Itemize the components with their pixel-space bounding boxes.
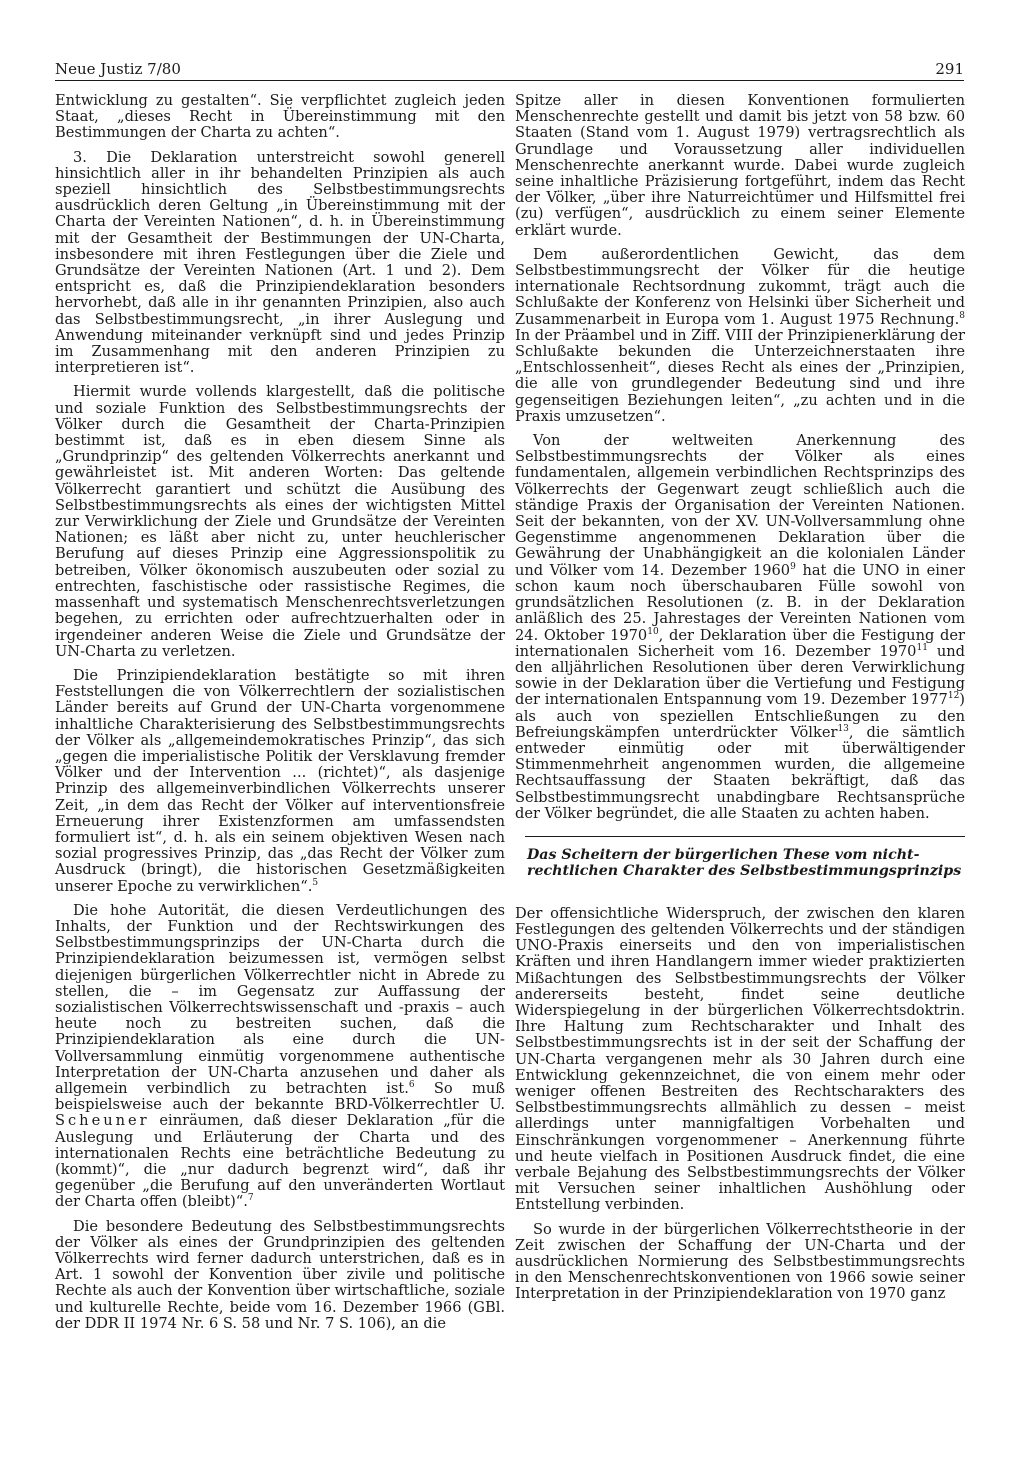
- section-divider: [525, 836, 965, 837]
- paragraph: [515, 433, 965, 822]
- paragraph-text: hat die UNO in einer schon kaum noch überschaubaren Fülle sowohl von grundsätzlichen Resolutionen (z. B. in der Deklaration anläßlich des 25. Jahrestages der Vereinten Nationen vom 24. Oktober 1970: [515, 561, 965, 644]
- paragraph: [55, 668, 505, 895]
- paragraph: [515, 247, 965, 425]
- paragraph: Entwicklung zu gestalten“. Sie verpflichtet zugleich jeden Staat, „dieses Recht in Übereinstimmung mit den Bestimmungen der Charta zu achten“.: [55, 92, 505, 142]
- paragraph-text: , der Deklaration über die Festigung der internationalen Sicherheit vom 16. Dezember 1970: [515, 626, 965, 660]
- footnote-ref: 13: [837, 723, 849, 734]
- paragraph-text: Dem außerordentlichen Gewicht, das dem Selbstbestimmungsrecht der Völker für die heutige internationale Rechtsordnung zukommt, trägt auch die Schlußakte der Konferenz von Helsinki über Sicherheit und Zusammenarbeit in Europa vom 1. August 1975 Rechnung.: [515, 245, 965, 328]
- paragraph-text: In der Präambel und in Ziff. VIII der Prinzipienerklärung der Schlußakte bekunden die Unterzeichnerstaaten ihre „Entschlossenheit“, dieses Recht als eines der „Prinzipien, die alle von grundlegender Bedeutung sind und ihre gegenseitigen Beziehungen leiten“, „zu achten und in die Praxis umzusetzen“.: [515, 326, 965, 425]
- right-column: [515, 93, 965, 1311]
- paragraph-text: So muß beispielsweise auch der bekannte BRD-Völkerrechtler U.: [55, 1079, 505, 1114]
- footnote-ref: 8: [959, 310, 965, 321]
- paragraph-text: Von der weltweiten Anerkennung des Selbstbestimmungsrechts der Völker als eines fundamentalen, allgemein verbindlichen Rechtsprinzips des Völkerrechts der Gegenwart zeugt schließlich auch die ständige Praxis der Organisation der Vereinten Nationen. Seit der bekannten, von der XV. UN-Vollversammlung ohne Gegenstimme angenommenen Deklaration über die Gewährung der Unabhängigkeit an die kolonialen Länder und Völker vom 14. Dezember 1960: [515, 432, 965, 579]
- paragraph: Der offensichtliche Widerspruch, der zwischen den klaren Festlegungen des geltenden Völkerrechts und der ständigen UNO-Praxis einerseits und den von imperialistischen Kräften und ihren Handlangern immer wieder praktizierten Mißachtungen des Selbstbestimmungsrechts der Völker andererseits besteht, findet seine deutliche Widerspiegelung in der bürgerlichen Völkerrechtsdoktrin. Ihre Haltung zum Rechtscharakter und Inhalt des Selbstbestimmungsrechts ist in der seit der Schaffung der UN-Charta vergangenen mehr als 30 Jahren durch eine Entwicklung gekennzeichnet, die von einem mehr oder weniger offenen Bestreiten des Rechtscharakters des Selbstbestimmungsrechts allmählich zu dessen – meist allerdings unter mannigfaltigen Vorbehalten und Einschränkungen vorgenommener – Anerkennung führte und heute vielfach in Positionen Ausdruck findet, die eine verbale Bejahung des Selbstbestimmungsrechts der Völker mit Versuchen seiner inhaltlichen Aushöhlung oder Entstellung verbinden.: [515, 904, 965, 1214]
- footnote-ref: 9: [790, 561, 796, 572]
- paragraph-text: ) als auch von speziellen Entschließungen zu den Befreiungskämpfen unterdrückter Völker: [515, 691, 965, 741]
- footnote-ref: 11: [916, 642, 928, 653]
- paragraph-text: Die Prinzipiendeklaration bestätigte so mit ihren Feststellungen die von Völkerrechtlern der sozialistischen Länder bereits auf Grund der UN-Charta vorgenommene inhaltliche Charakterisierung des Selbstbestimmungsrechts der Völker als „allgemeindemokratisches Prinzip“, das sich „gegen die imperialistische Politik der Versklavung fremder Völker und der Intervention ... (richtet)“, als dasjenige Prinzip des allgemeinverbindlichen Völkerrechts unserer Zeit, „in dem das Recht der Völker auf interventionsfreie Erneuerung ihrer Existenzformen am umfassendsten formuliert ist“, d. h. als ein seinem objektiven Wesen nach sozial progressives Prinzip, das „das Recht der Völker zum Ausdruck (bringt), die historischen Gesetzmäßigkeiten unserer Epoche zu verwirklichen“.: [55, 666, 505, 895]
- page-number: 291: [935, 60, 964, 78]
- footnote-ref: 7: [247, 1193, 254, 1204]
- section-heading: Das Scheitern der bürgerlichen These vom nicht-rechtlichen Charakter des Selbstbestimmungsprinzips: [527, 846, 962, 880]
- author-name: Scheuner: [55, 1112, 150, 1130]
- footnote-ref: 5: [312, 877, 319, 888]
- page-header: [55, 60, 964, 81]
- footnote-ref: 12: [947, 691, 960, 702]
- journal-title: Neue Justiz 7/80: [55, 60, 181, 78]
- paragraph-text: , die sämtlich entweder einmütig oder mit überwältigender Stimmenmehrheit angenommen wurden, die allgemeine Rechtsauffassung der Staaten bekräftigt, daß das Selbstbestimmungsrecht unabdingbare Rechtsansprüche der Völker begründet, die alle Staaten zu achten haben.: [515, 723, 965, 822]
- paragraph-text: Die hohe Autorität, die diesen Verdeutlichungen des Inhalts, der Funktion und der Rechtswirkungen des Selbstbestimmungsprinzips der UN-Charta durch die Prinzipiendeklaration beizumessen ist, vermögen selbst diejenigen bürgerlichen Völkerrechtler nicht in Abrede zu stellen, die – im Gegensatz zur Auffassung der sozialistischen Völkerrechtswissenschaft und -praxis – auch heute noch zu bestreiten suchen, daß die Prinzipiendeklaration als eine durch die UN-Vollversammlung einmütig vorgenommene authentische Interpretation der UN-Charta anzusehen und daher als allgemein verbindlich zu betrachten ist.: [55, 901, 505, 1097]
- paragraph: Spitze aller in diesen Konventionen formulierten Menschenrechte gestellt und damit bis jetzt von 58 bzw. 60 Staaten (Stand vom 1. August 1979) vertragsrechtlich als Grundlage und Voraussetzung aller individuellen Menschenrechte anerkannt wurde. Dabei wurde zugleich seine inhaltliche Präzisierung fortgeführt, indem das Recht der Völker, „über ihre Naturreichtümer und Hilfsmittel frei (zu) verfügen“, ausdrücklich zu einem seiner Elemente erklärt wurde.: [515, 92, 965, 239]
- paragraph: So wurde in der bürgerlichen Völkerrechtstheorie in der Zeit zwischen der Schaffung der UN-Charta und der ausdrücklichen Normierung des Selbstbestimmungsrechts in den Menschenrechtskonventionen von 1966 sowie seiner Interpretation in der Prinzipiendeklaration von 1970 ganz: [515, 1220, 965, 1303]
- paragraph-text: und den alljährlichen Resolutionen über deren Verwirklichung sowie in der Deklaration über die Vertiefung und Festigung der internationalen Entspannung vom 19. Dezember 1977: [515, 642, 966, 709]
- paragraph: Hiermit wurde vollends klargestellt, daß die politische und soziale Funktion des Selbstbestimmungsrechts der Völker durch die Gesamtheit der Charta-Prinzipien bestimmt ist, daß es in eben diesem Sinne als „Grundprinzip“ des geltenden Völkerrechts anerkannt und gewährleistet ist. Mit anderen Worten: Das geltende Völkerrecht garantiert und schützt die Ausübung des Selbstbestimmungsrechts als eines der wichtigsten Mittel zur Verwirklichung der Ziele und Grundsätze der Vereinten Nationen; es läßt aber nicht zu, unter heuchlerischer Berufung auf dieses Prinzip eine Aggressionspolitik zu betreiben, Völker ökonomisch auszubeuten oder sozial zu entrechten, faschistische oder rassistische Regimes, die massenhaft und systematisch Menschenrechtsverletzungen begehen, zu errichten oder aufrechtzuerhalten oder in irgendeiner anderen Weise die Ziele und Grundsätze der UN-Charta zu verletzen.: [55, 383, 505, 660]
- footnote-ref: 6: [408, 1080, 415, 1091]
- paragraph: 3. Die Deklaration unterstreicht sowohl generell hinsichtlich aller in ihr behandelten Prinzipien als auch speziell hinsichtlich des Selbstbestimmungsrechts ausdrücklich deren Geltung „in Übereinstimmung mit der Charta der Vereinten Nationen“, d. h. in Übereinstimmung mit der Gesamtheit der Bestimmungen der UN-Charta, insbesondere mit ihren Festlegungen über die Ziele und Grundsätze der Vereinten Nationen (Art. 1 und 2). Dem entspricht es, daß die Prinzipiendeklaration besonders hervorhebt, daß alle in ihr genannten Prinzipien, also auch das Selbstbestimmungsrecht, „in ihrer Auslegung und Anwendung miteinander verknüpft sind und jedes Prinzip im Zusammenhang mit den anderen Prinzipien zu interpretieren ist“.: [55, 148, 505, 377]
- paragraph: Die besondere Bedeutung des Selbstbestimmungsrechts der Völker als eines der Grundprinzipien des geltenden Völkerrechts wird ferner dadurch unterstrichen, daß es in Art. 1 sowohl der Konvention über zivile und politische Rechte als auch der Konvention über wirtschaftliche, soziale und kulturelle Rechte, beide vom 16. Dezember 1966 (GBl. der DDR II 1974 Nr. 6 S. 58 und Nr. 7 S. 106), an die: [55, 1217, 505, 1332]
- left-column: [55, 93, 505, 1340]
- paragraph: [55, 903, 505, 1211]
- paragraph-text: einräumen, daß dieser Deklaration „für die Auslegung und Erläuterung der Charta und des internationalen Rechts eine beträchtliche Bedeutung zu (kommt)“, die „nur dadurch begrenzt wird“, daß ihr gegenüber „die Berufung auf den unveränderten Wortlaut der Charta offen (bleibt)“.: [55, 1112, 505, 1211]
- footnote-ref: 10: [647, 626, 659, 637]
